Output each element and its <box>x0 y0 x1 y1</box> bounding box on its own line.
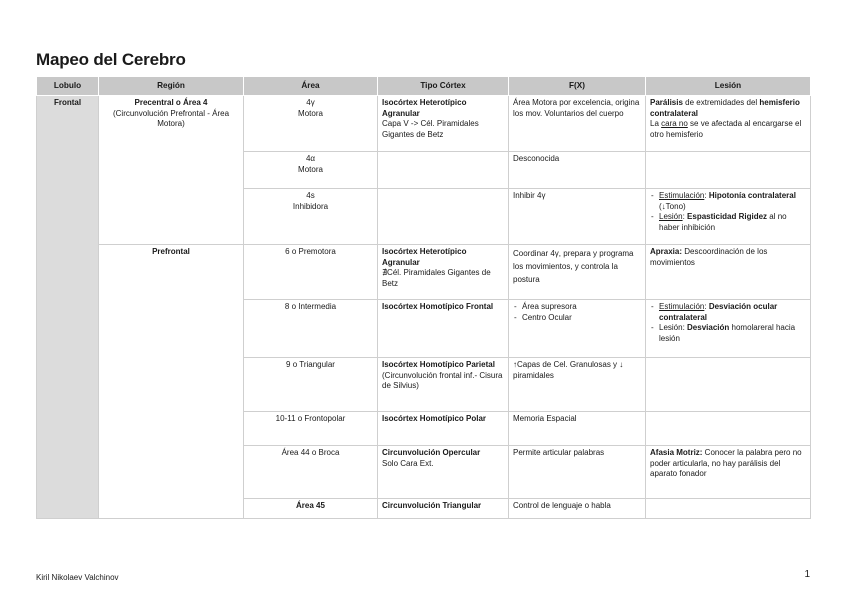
lesion-text: homolareral hacia lesión <box>659 323 796 343</box>
lobe-cell: Frontal <box>37 96 99 519</box>
lesion-text: al no haber inhibición <box>659 212 787 232</box>
fx-cell: Desconocida <box>509 152 646 189</box>
lesion-bold: Afasia Motriz: <box>650 448 703 457</box>
fx-cell: Área Motora por excelencia, origina los mov. Voluntarios del cuerpo <box>509 96 646 152</box>
lesion-underline: Lesión <box>659 212 683 221</box>
fx-cell: Memoria Espacial <box>509 412 646 446</box>
region-precentral <box>99 96 244 245</box>
tipo-bold: Circunvolución Opercular <box>382 448 481 457</box>
tipo-bold: Isocórtex Homotípico Parietal <box>382 360 495 369</box>
fx-cell <box>509 300 646 358</box>
tipo-text: Solo Cara Ext. <box>382 458 434 468</box>
header-lesion: Lesión <box>646 77 811 96</box>
lesion-cell <box>646 96 811 152</box>
fx-cell: ↑Capas de Cel. Granulosas y ↓ piramidales <box>509 358 646 412</box>
lesion-bold: Apraxia: <box>650 247 683 256</box>
tipo-cell <box>378 412 509 446</box>
lesion-cell <box>646 152 811 189</box>
area-cell <box>244 245 378 300</box>
header-region: Región <box>99 77 244 96</box>
area-code: 4s <box>306 191 315 200</box>
tipo-bold: Isocórtex Homotípico Polar <box>382 414 487 423</box>
lesion-text: : <box>704 191 709 200</box>
lesion-list-item <box>650 212 806 233</box>
lesion-cell <box>646 412 811 446</box>
region-precentral-sub: (Circunvolución Prefrontal - Área Motora) <box>112 108 230 128</box>
lesion-cell <box>646 189 811 245</box>
area-label: 10-11 o Frontopolar <box>275 414 346 423</box>
lesion-text: Lesión: <box>659 323 688 332</box>
lesion-text: Conocer la palabra pero no poder articularla, no hay parálisis del aparato fonador <box>650 448 802 478</box>
lesion-cell <box>646 300 811 358</box>
area-label: Área 44 o Broca <box>281 448 340 457</box>
area-label: 8 o Intermedia <box>284 302 337 311</box>
fx-list-item: - Área supresora <box>513 302 641 313</box>
header-lobulo: Lobulo <box>37 77 99 96</box>
page-title: Mapeo del Cerebro <box>36 50 186 69</box>
lesion-bold: hemisferio contralateral <box>650 98 800 118</box>
header-area: Área <box>244 77 378 96</box>
area-cell <box>244 499 378 519</box>
table-row <box>37 96 811 152</box>
lesion-text: se ve afectada al encargarse el otro hemisferio <box>650 119 802 139</box>
tipo-cell <box>378 152 509 189</box>
area-label: Área 45 <box>296 501 325 510</box>
brain-map-table <box>36 76 811 519</box>
tipo-bold: Circunvolución Triangular <box>382 501 482 510</box>
tipo-bold: Agranular <box>382 108 420 118</box>
tipo-cell <box>378 446 509 499</box>
table-row <box>37 245 811 300</box>
tipo-text: Capa V -> Cél. Piramidales Gigantes de Betz <box>382 119 479 139</box>
tipo-bold: Isocórtex Homotípico Frontal <box>382 302 494 311</box>
lesion-text: : <box>682 212 688 221</box>
lesion-cell <box>646 245 811 300</box>
lesion-cell <box>646 499 811 519</box>
fx-list-item: - Centro Ocular <box>513 313 641 324</box>
lesion-underline: Estimulación <box>659 191 705 200</box>
lesion-bold: Parálisis <box>650 98 683 107</box>
tipo-text: (Circunvolución frontal inf.- Cisura de Silvius) <box>382 370 503 390</box>
lesion-cell <box>646 446 811 499</box>
tipo-cell <box>378 358 509 412</box>
area-cell <box>244 189 378 245</box>
area-code: 4γ <box>306 98 315 107</box>
area-label: 9 o Triangular <box>286 360 335 369</box>
lesion-bold: Desviación ocular contralateral <box>659 302 778 322</box>
lesion-list-item <box>650 323 806 344</box>
tipo-text: ∄Cél. Piramidales Gigantes de Betz <box>382 268 491 288</box>
lesion-list-item <box>650 302 806 323</box>
area-cell <box>244 152 378 189</box>
area-label: Inhibidora <box>292 201 329 211</box>
footer-author: Kiril Nikolaev Valchinov <box>36 573 119 582</box>
tipo-cell <box>378 245 509 300</box>
fx-cell: Coordinar 4γ, prepara y programa los movimientos, y controla la postura <box>509 245 646 300</box>
area-cell <box>244 446 378 499</box>
lesion-text: La <box>650 119 662 128</box>
region-prefrontal: Prefrontal <box>99 245 244 519</box>
area-cell <box>244 96 378 152</box>
header-tipo-cortex: Tipo Córtex <box>378 77 509 96</box>
lesion-text: Descoordinación de los movimientos <box>650 247 768 267</box>
area-cell <box>244 300 378 358</box>
header-fx: F(X) <box>509 77 646 96</box>
region-precentral-title: Precentral o Área 4 <box>134 98 208 107</box>
table-header-row <box>37 77 811 96</box>
fx-cell: Inhibir 4γ <box>509 189 646 245</box>
area-cell <box>244 358 378 412</box>
lesion-underline: cara no <box>661 119 688 128</box>
fx-cell: Permite articular palabras <box>509 446 646 499</box>
lesion-cell <box>646 358 811 412</box>
area-cell <box>244 412 378 446</box>
tipo-cell <box>378 300 509 358</box>
fx-cell: Control de lenguaje o habla <box>509 499 646 519</box>
lesion-text: de extremidades del <box>682 98 760 107</box>
tipo-cell <box>378 499 509 519</box>
lesion-list-item <box>650 191 806 212</box>
tipo-cell <box>378 96 509 152</box>
lesion-bold: Hipotonía contralateral <box>708 191 796 200</box>
lesion-text: (↓Tono) <box>659 201 686 211</box>
tipo-bold: Isocórtex Heterotípico Agranular <box>382 247 467 267</box>
page-number: 1 <box>804 569 810 580</box>
lesion-text: : <box>704 302 709 311</box>
lesion-underline: Estimulación <box>659 302 705 311</box>
lesion-bold: Espasticidad Rigidez <box>687 212 768 221</box>
area-label: Motora <box>298 108 323 118</box>
tipo-cell <box>378 189 509 245</box>
lesion-bold: Desviación <box>687 323 730 332</box>
area-label: Motora <box>298 164 323 174</box>
area-code: 4α <box>305 154 316 163</box>
area-label: 6 o Premotora <box>285 247 336 256</box>
tipo-bold: Isocórtex Heterotípico <box>382 98 467 107</box>
